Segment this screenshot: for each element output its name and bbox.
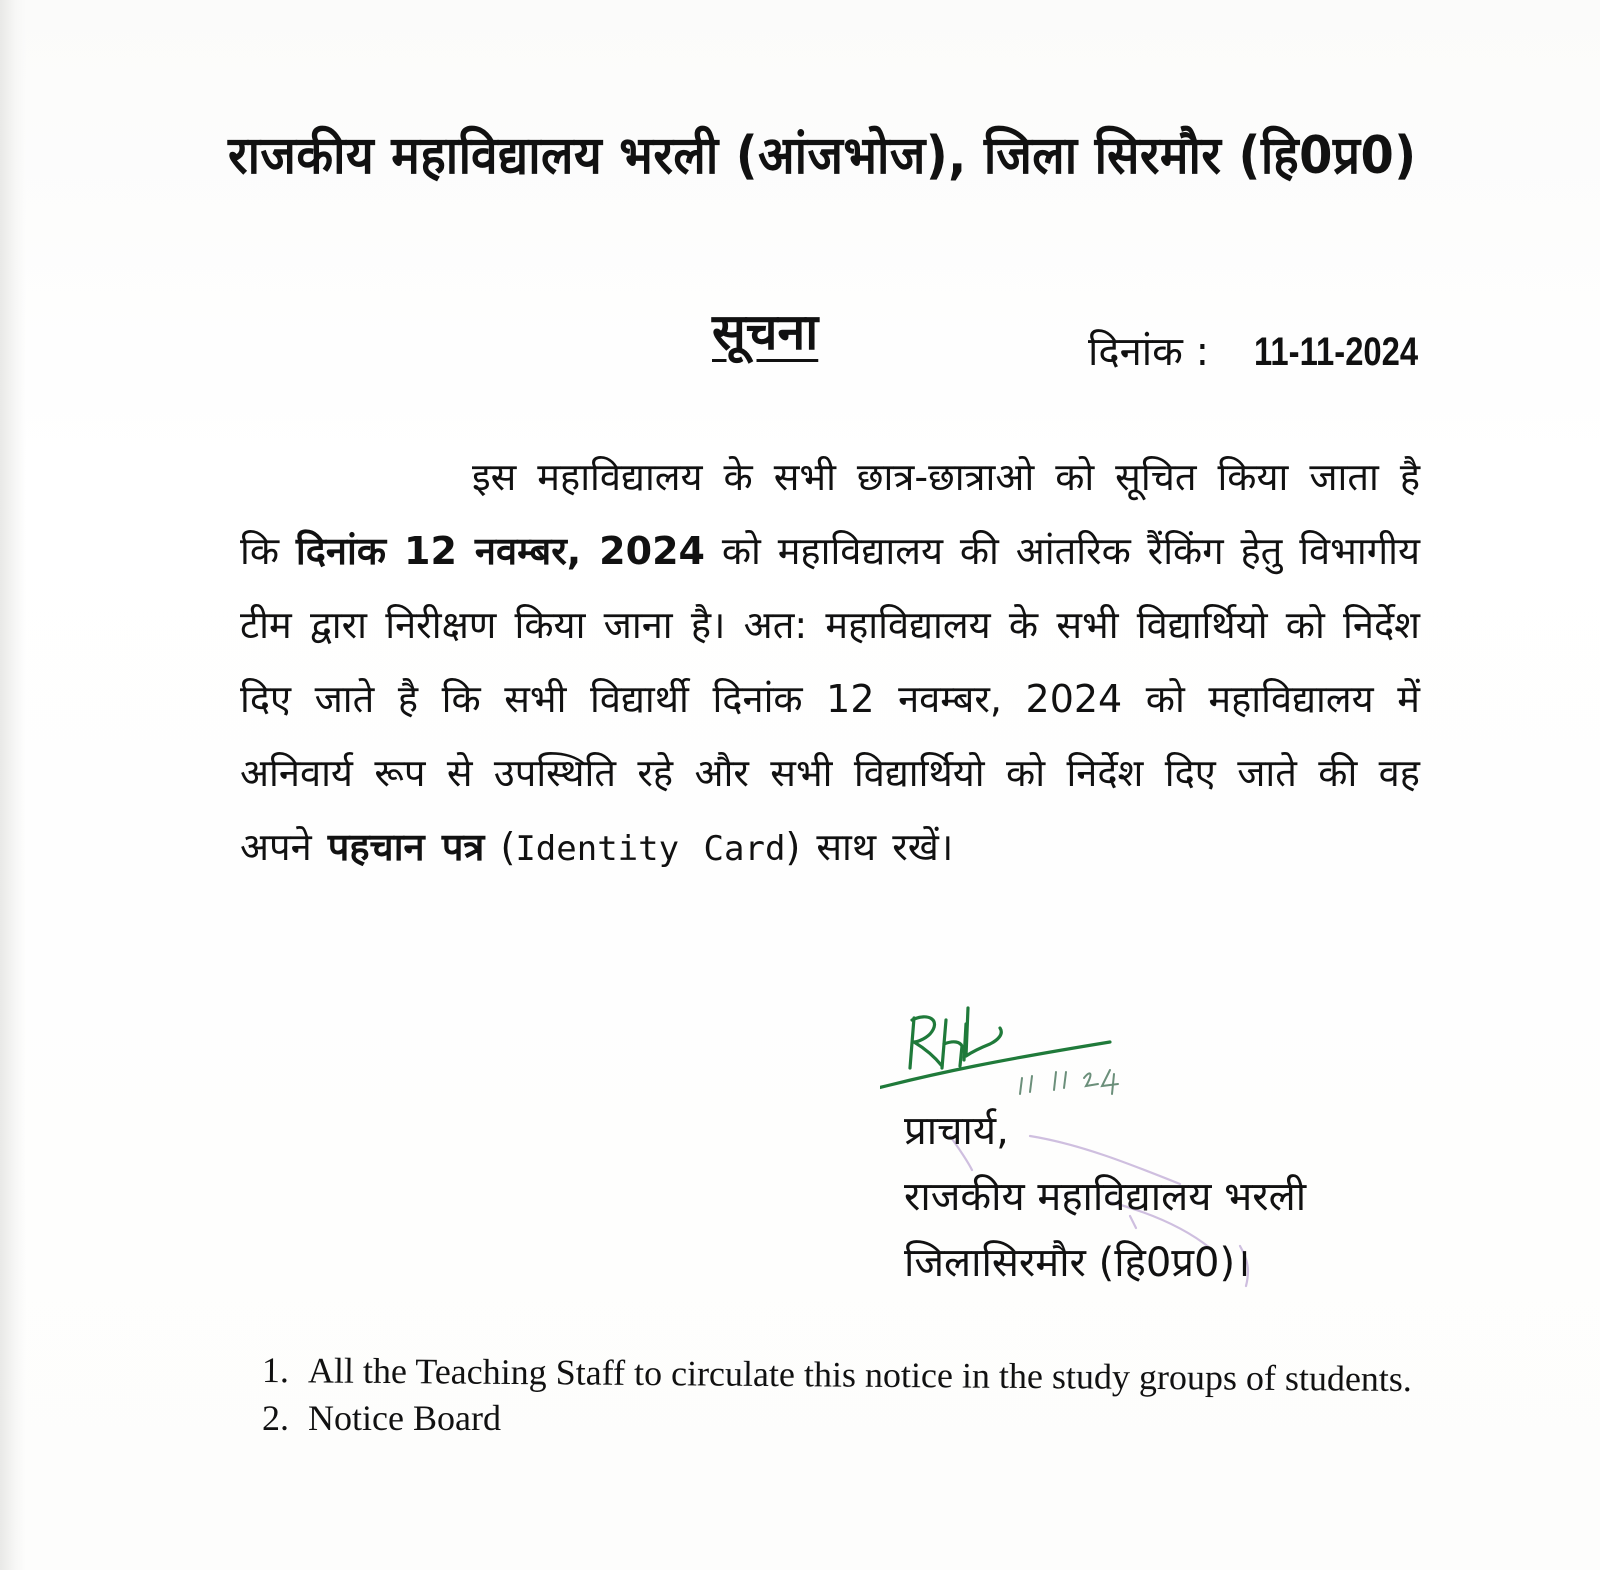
- copy-to-item: [262, 1346, 1412, 1403]
- page-edge-shadow: [0, 0, 26, 1570]
- college-heading: राजकीय महाविद्यालय भरली (आंजभोज), जिला सिरमौर (हि0प्र0): [228, 126, 1417, 186]
- copy-to-text: Notice Board: [308, 1398, 501, 1438]
- body-text-4: ) साथ रखें।: [785, 825, 954, 869]
- signature-initials: RHL: [1020, 1060, 1069, 1088]
- copy-to-list: [262, 1346, 1412, 1442]
- signatory-college: राजकीय महाविद्यालय भरली: [904, 1174, 1307, 1220]
- signatory-district: जिलासिरमौर (हि0प्र0)।: [904, 1240, 1251, 1286]
- signatory-block: [904, 1098, 1306, 1296]
- body-text-1: इस महाविद्यालय के सभी छात्र-छात्राओ को सूचित किया जाता है कि: [240, 455, 1420, 573]
- date-label: दिनांक :: [1088, 329, 1210, 375]
- notice-body: [240, 440, 1420, 886]
- copy-to-text: All the Teaching Staff to circulate this notice in the study groups of students.: [307, 1350, 1413, 1400]
- body-date-bold: दिनांक 12 नवम्बर, 2024: [295, 529, 705, 573]
- body-text-2: को महाविद्यालय की आंतरिक रैंकिंग हेतु विभागीय टीम द्वारा निरीक्षण किया जाना है। अत: महाविद्यालय के सभी विद्यार्थियो को निर्देश दिए जाते है कि सभी विद्यार्थी दिनांक 12 नवम्बर, 2024 को महाविद्यालय में अनिवार्य रूप से उपस्थिति रहे और सभी विद्यार्थियो को निर्देश दिए जाते की वह अपने: [240, 529, 1420, 869]
- body-text-3: (: [484, 825, 516, 869]
- notice-title: सूचना: [712, 303, 819, 361]
- signatory-designation: प्राचार्य,: [904, 1108, 1009, 1154]
- date-value: 11-11-2024: [1253, 330, 1418, 374]
- copy-to-number: 1.: [261, 1350, 290, 1391]
- identity-card-text: Identity Card: [515, 829, 786, 869]
- body-id-bold: पहचान पत्र: [327, 825, 485, 869]
- copy-to-number: 2.: [262, 1398, 289, 1438]
- date-row: [1088, 322, 1454, 377]
